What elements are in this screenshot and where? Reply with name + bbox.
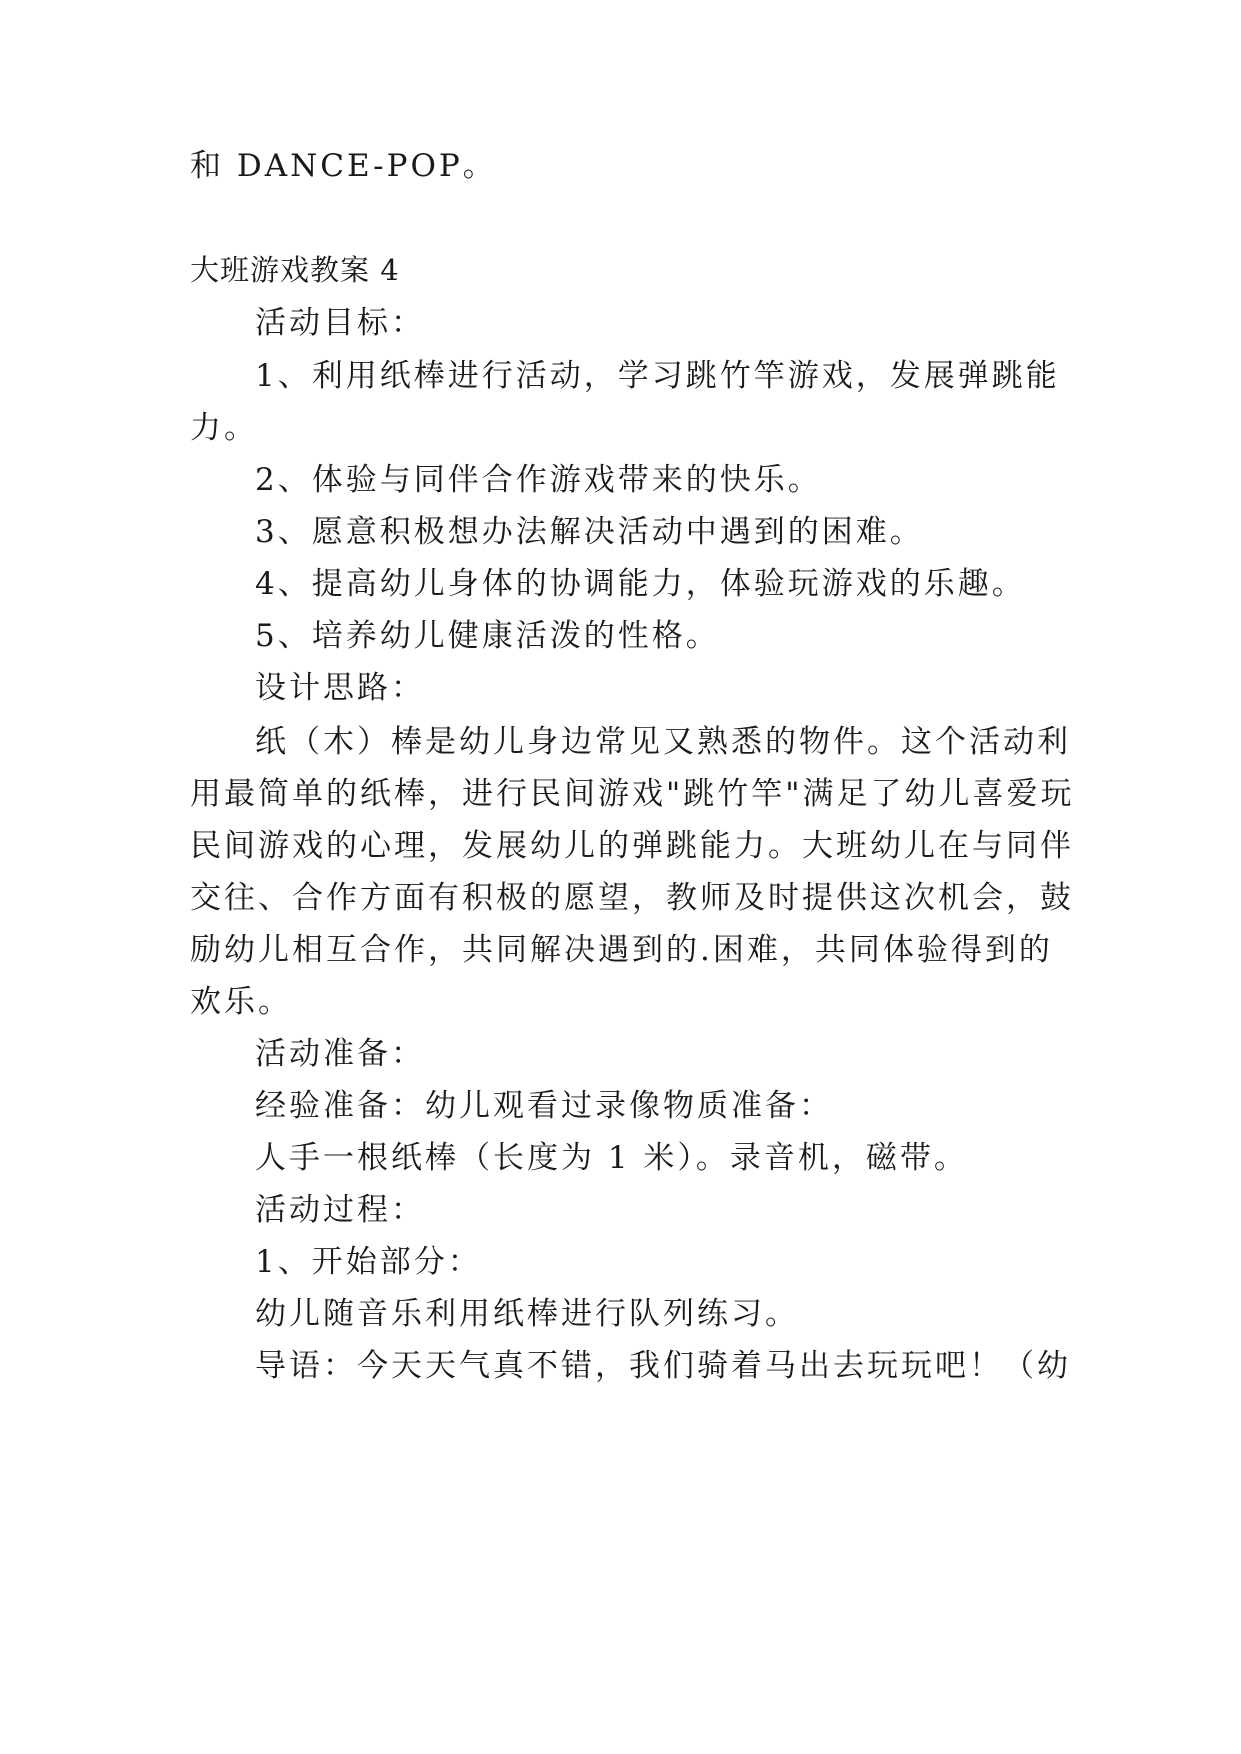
design-paragraph-line-4: 交往、合作方面有积极的愿望，教师及时提供这次机会，鼓: [190, 880, 1074, 916]
design-heading: 设计思路：: [255, 670, 425, 706]
design-paragraph-line-5: 励幼儿相互合作，共同解决遇到的.困难，共同体验得到的: [190, 932, 1053, 968]
process-line-1: 幼儿随音乐利用纸棒进行队列练习。: [255, 1296, 799, 1332]
prep-heading: 活动准备：: [255, 1036, 425, 1072]
objective-1-line-1: 1、利用纸棒进行活动，学习跳竹竿游戏，发展弹跳能: [255, 358, 1060, 394]
intro-tail-text: 和 DANCE-POP。: [190, 148, 497, 184]
design-paragraph-line-6: 欢乐。: [190, 984, 292, 1020]
prep-line-2: 人手一根纸棒（长度为 1 米）。录音机，磁带。: [255, 1140, 968, 1176]
process-heading: 活动过程：: [255, 1192, 425, 1228]
objective-1-line-2: 力。: [190, 410, 258, 446]
objective-3: 3、愿意积极想办法解决活动中遇到的困难。: [255, 514, 924, 550]
design-paragraph-line-3: 民间游戏的心理，发展幼儿的弹跳能力。大班幼儿在与同伴: [190, 828, 1074, 864]
process-step-1: 1、开始部分：: [255, 1244, 482, 1280]
section-title: 大班游戏教案 4: [190, 253, 400, 287]
process-line-2: 导语：今天天气真不错，我们骑着马出去玩玩吧！（幼: [255, 1348, 1071, 1384]
prep-line-1: 经验准备：幼儿观看过录像物质准备：: [255, 1088, 833, 1124]
objective-2: 2、体验与同伴合作游戏带来的快乐。: [255, 462, 822, 498]
design-paragraph-line-1: 纸（木）棒是幼儿身边常见又熟悉的物件。这个活动利: [255, 724, 1071, 760]
objective-5: 5、培养幼儿健康活泼的性格。: [255, 618, 720, 654]
objective-4: 4、提高幼儿身体的协调能力，体验玩游戏的乐趣。: [255, 566, 1026, 602]
objectives-heading: 活动目标：: [255, 305, 425, 341]
design-paragraph-line-2: 用最简单的纸棒，进行民间游戏"跳竹竿"满足了幼儿喜爱玩: [190, 776, 1075, 812]
